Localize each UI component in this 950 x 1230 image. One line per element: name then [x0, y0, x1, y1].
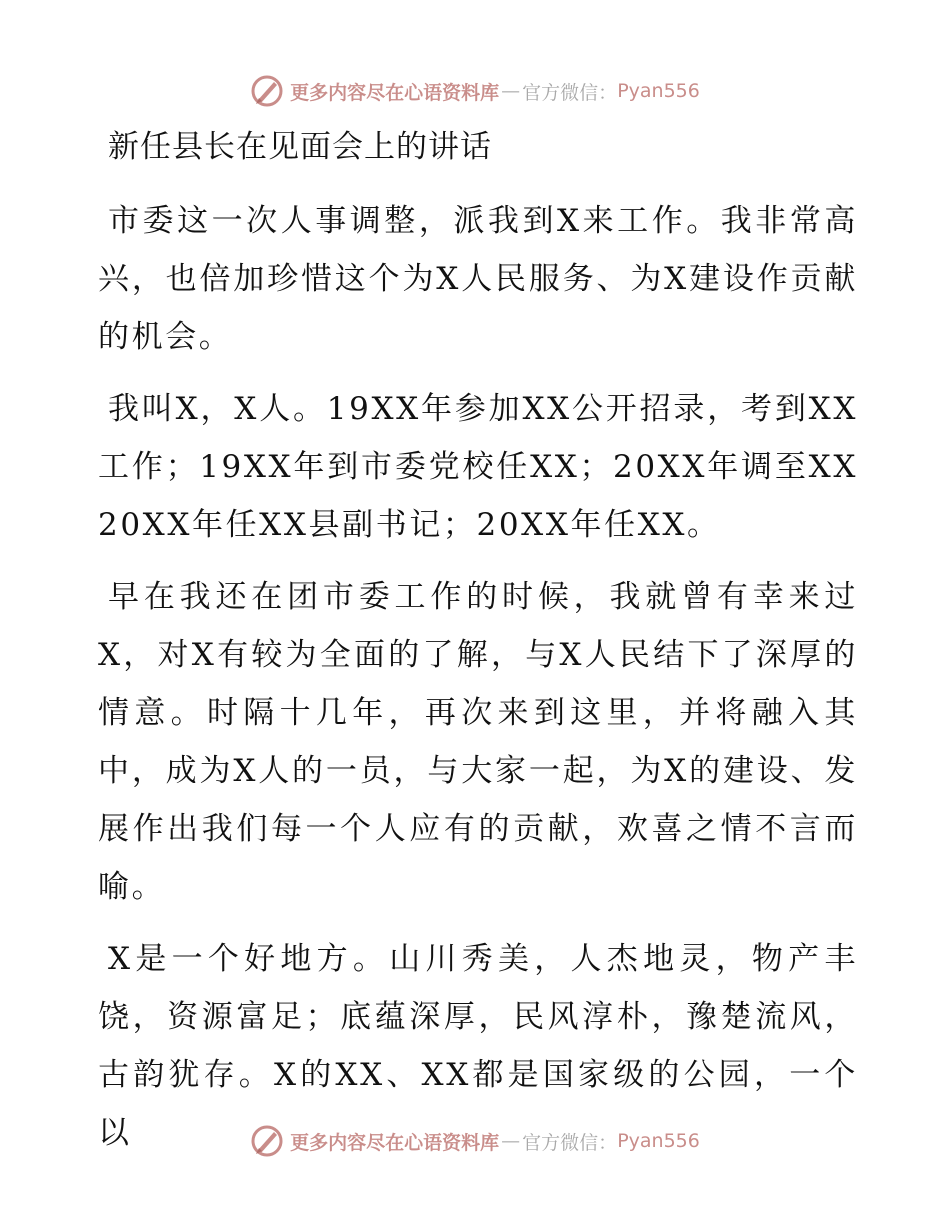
watermark-separator: —	[501, 1130, 521, 1152]
document-title: 新任县长在见面会上的讲话	[108, 129, 492, 165]
watermark-label: 官方微信：	[522, 1131, 618, 1154]
watermark-account: Pyan556	[617, 1130, 700, 1152]
pen-logo-icon	[250, 1124, 284, 1158]
watermark-separator: —	[501, 80, 521, 102]
paragraph-1: 市委这一次人事调整，派我到X来工作。我非常高兴，也倍加珍惜这个为X人民服务、为X建设作贡献的机会。	[98, 203, 858, 355]
paragraph-4: X是一个好地方。山川秀美，人杰地灵，物产丰饶，资源富足；底蕴深厚，民风淳朴，豫楚流风，古韵犹存。X的XX、XX都是国家级的公园，一个以	[98, 941, 858, 1151]
watermark-brand: 更多内容尽在心语资料库	[290, 1131, 500, 1154]
paragraph-2: 我叫X，X人。19XX年参加XX公开招录，考到XX工作；19XX年到市委党校任XX；20XX年调至XX20XX年任XX县副书记；20XX年任XX。	[98, 391, 858, 543]
watermark-account: Pyan556	[617, 80, 700, 102]
pen-logo-icon	[250, 74, 284, 108]
paragraph-3: 早在我还在团市委工作的时候，我就曾有幸来过X，对X有较为全面的了解，与X人民结下了深厚的情意。时隔十几年，再次来到这里，并将融入其中，成为X人的一员，与大家一起，为X的建设、发展作出我们每一个人应有的贡献，欢喜之情不言而喻。	[98, 579, 858, 905]
header-watermark	[0, 74, 950, 108]
watermark-brand: 更多内容尽在心语资料库	[290, 81, 500, 104]
document-body	[98, 124, 858, 1176]
footer-watermark	[0, 1124, 950, 1158]
watermark-label: 官方微信：	[522, 81, 618, 104]
